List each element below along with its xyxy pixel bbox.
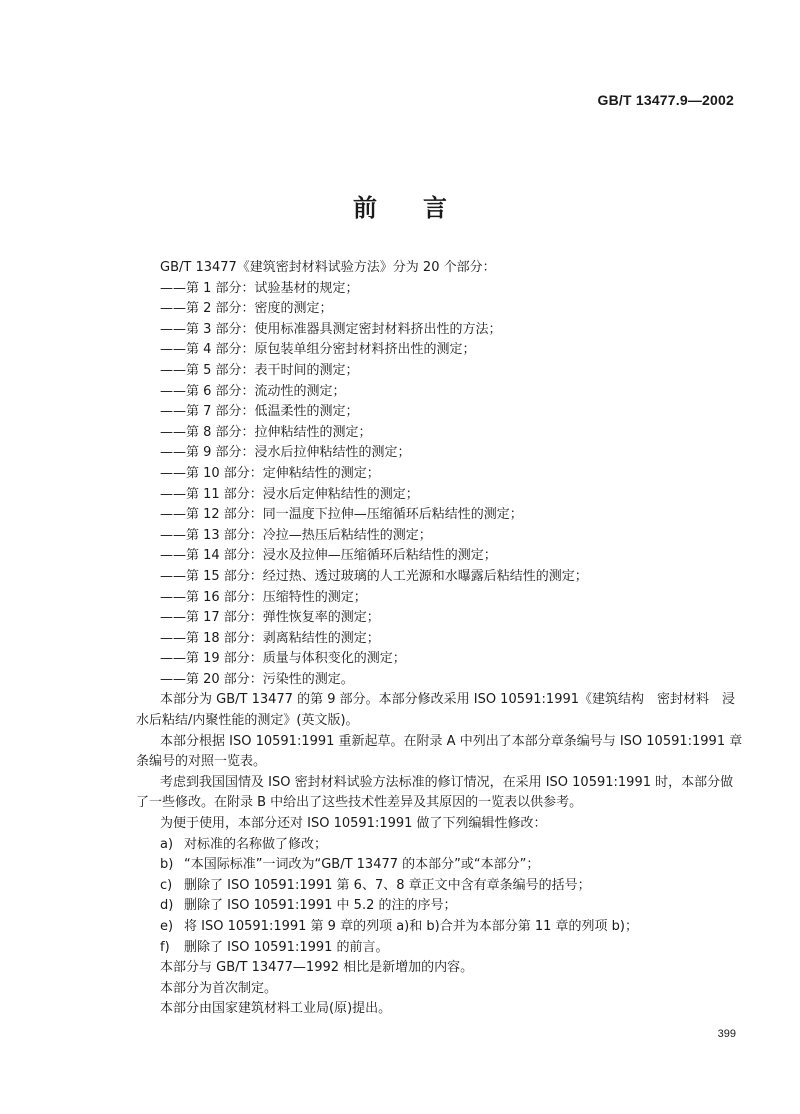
list-item-text: 删除了 ISO 10591:1991 第 6、7、8 章正文中含有章条编号的括号； bbox=[184, 877, 591, 893]
paragraph-line: 条编号的对照一览表。 bbox=[136, 754, 267, 770]
list-item: ——第 9 部分：浸水后拉伸粘结性的测定； bbox=[160, 445, 411, 461]
parts-list bbox=[136, 279, 746, 691]
paragraph-line: 本部分为 GB/T 13477 的第 9 部分。本部分修改采用 ISO 10591:1991《建筑结构 密封材料 浸 bbox=[160, 692, 736, 708]
list-item: ——第 10 部分：定伸粘结性的测定； bbox=[160, 465, 380, 481]
list-item: ——第 19 部分：质量与体积变化的测定； bbox=[160, 651, 406, 667]
list-marker: e) bbox=[160, 919, 174, 934]
list-item-text: 删除了 ISO 10591:1991 中 5.2 的注的序号； bbox=[184, 898, 457, 914]
list-item: ——第 4 部分：原包装单组分密封材料挤出性的测定； bbox=[160, 342, 476, 358]
list-marker: f) bbox=[160, 939, 170, 955]
list-marker: c) bbox=[160, 877, 173, 893]
standard-code: GB/T 13477.9—2002 bbox=[597, 92, 734, 108]
paragraph-line: 考虑到我国国情及 ISO 密封材料试验方法标准的修订情况，在采用 ISO 10591:1991 时，本部分做 bbox=[160, 774, 734, 790]
list-item: ——第 12 部分：同一温度下拉伸—压缩循环后粘结性的测定； bbox=[160, 507, 523, 523]
list-item-text: “本国际标准”一词改为“GB/T 13477 的本部分”或“本部分”； bbox=[184, 857, 540, 873]
list-item-text: 将 ISO 10591:1991 第 9 章的列项 a)和 b)合并为本部分第 11 章的列项 b)； bbox=[184, 919, 638, 934]
paragraph-line: 本部分根据 ISO 10591:1991 重新起草。在附录 A 中列出了本部分章条编号与 ISO 10591:1991 章 bbox=[160, 733, 743, 749]
list-item: ——第 1 部分：试验基材的规定； bbox=[160, 280, 359, 296]
paragraph-line: 为便于使用，本部分还对 ISO 10591:1991 做了下列编辑性修改： bbox=[160, 816, 547, 832]
list-item bbox=[136, 917, 746, 938]
list-item: ——第 15 部分：经过热、透过玻璃的人工光源和水曝露后粘结性的测定； bbox=[160, 568, 588, 584]
list-marker: b) bbox=[160, 857, 174, 873]
list-item: ——第 2 部分：密度的测定； bbox=[160, 301, 333, 317]
list-item: ——第 18 部分：剥离粘结性的测定； bbox=[160, 630, 380, 646]
intro-line: GB/T 13477《建筑密封材料试验方法》分为 20 个部分： bbox=[160, 260, 496, 275]
list-item-text: 删除了 ISO 10591:1991 的前言。 bbox=[184, 939, 389, 955]
list-item bbox=[136, 855, 746, 876]
page-number: 399 bbox=[717, 1028, 736, 1040]
list-marker: a) bbox=[160, 836, 174, 852]
paragraph-line: 了一些修改。在附录 B 中给出了这些技术性差异及其原因的一览表以供参考。 bbox=[136, 795, 583, 811]
list-item: ——第 6 部分：流动性的测定； bbox=[160, 383, 346, 399]
list-item bbox=[136, 835, 746, 856]
foreword-body bbox=[136, 258, 746, 1020]
list-item: ——第 8 部分：拉伸粘结性的测定； bbox=[160, 424, 372, 440]
title-char-1: 前 bbox=[353, 194, 377, 222]
list-marker: d) bbox=[160, 898, 174, 914]
list-item bbox=[136, 876, 746, 897]
list-item: ——第 13 部分：冷拉—热压后粘结性的测定； bbox=[160, 527, 432, 543]
list-item: ——第 5 部分：表干时间的测定； bbox=[160, 362, 359, 378]
list-item-text: 对标准的名称做了修改； bbox=[184, 836, 328, 852]
list-item bbox=[136, 938, 746, 959]
title-char-2: 言 bbox=[423, 194, 447, 222]
list-item: ——第 7 部分：低温柔性的测定； bbox=[160, 404, 359, 420]
paragraph-line: 本部分由国家建筑材料工业局(原)提出。 bbox=[160, 1001, 392, 1017]
paragraph-line: 水后粘结/内聚性能的测定》(英文版)。 bbox=[136, 713, 359, 729]
list-item bbox=[136, 896, 746, 917]
paragraph-line: 本部分与 GB/T 13477—1992 相比是新增加的内容。 bbox=[160, 960, 474, 976]
list-item: ——第 11 部分：浸水后定伸粘结性的测定； bbox=[160, 486, 419, 502]
page-title bbox=[0, 188, 800, 223]
list-item: ——第 3 部分：使用标准器具测定密封材料挤出性的方法； bbox=[160, 321, 502, 337]
list-item: ——第 16 部分：压缩特性的测定； bbox=[160, 589, 367, 605]
edits-list bbox=[136, 835, 746, 959]
list-item: ——第 17 部分：弹性恢复率的测定； bbox=[160, 610, 380, 626]
paragraph-line: 本部分为首次制定。 bbox=[160, 980, 278, 996]
list-item: ——第 20 部分：污染性的测定。 bbox=[160, 671, 354, 687]
list-item: ——第 14 部分：浸水及拉伸—压缩循环后粘结性的测定； bbox=[160, 548, 497, 564]
